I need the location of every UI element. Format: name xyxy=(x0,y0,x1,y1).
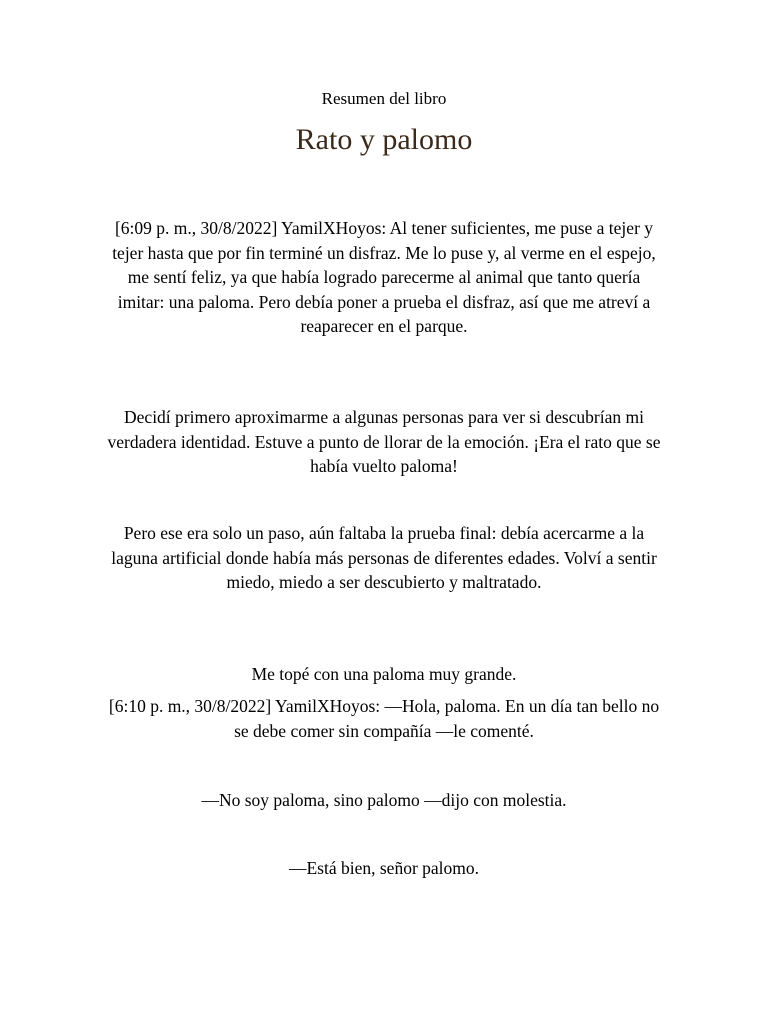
paragraph: Pero ese era solo un paso, aún faltaba la prueba final: debía acercarme a la laguna artificial donde había más personas de diferentes edades. Volví a sentir miedo, miedo a ser descubierto y maltratado. xyxy=(111,523,657,592)
paragraph: Decidí primero aproximarme a algunas personas para ver si descubrían mi verdadera identidad. Estuve a punto de llorar de la emoción. ¡Era el rato que se había vuelto paloma! xyxy=(107,407,661,476)
paragraph: [6:10 p. m., 30/8/2022] YamilXHoyos: —Hola, paloma. En un día tan bello no se debe comer sin compañía —le comenté. xyxy=(108,696,660,741)
paragraph: Me topé con una paloma muy grande. xyxy=(251,664,517,684)
paragraph: —No soy paloma, sino palomo —dijo con molestia. xyxy=(201,790,567,810)
paragraph: [6:09 p. m., 30/8/2022] YamilXHoyos: Al tener suficientes, me puse a tejer y tejer hasta que por fin terminé un disfraz. Me lo puse y, al verme en el espejo, me sentí feliz, ya que había logrado parecerme al animal que tanto quería imitar: una paloma. Pero debía poner a prueba el disfraz, así que me atreví a reaparecer en el parque. xyxy=(112,218,656,336)
paragraph: —Está bien, señor palomo. xyxy=(288,858,480,878)
document-subtitle: Resumen del libro xyxy=(321,89,447,108)
document-title: Rato y palomo xyxy=(295,123,473,156)
